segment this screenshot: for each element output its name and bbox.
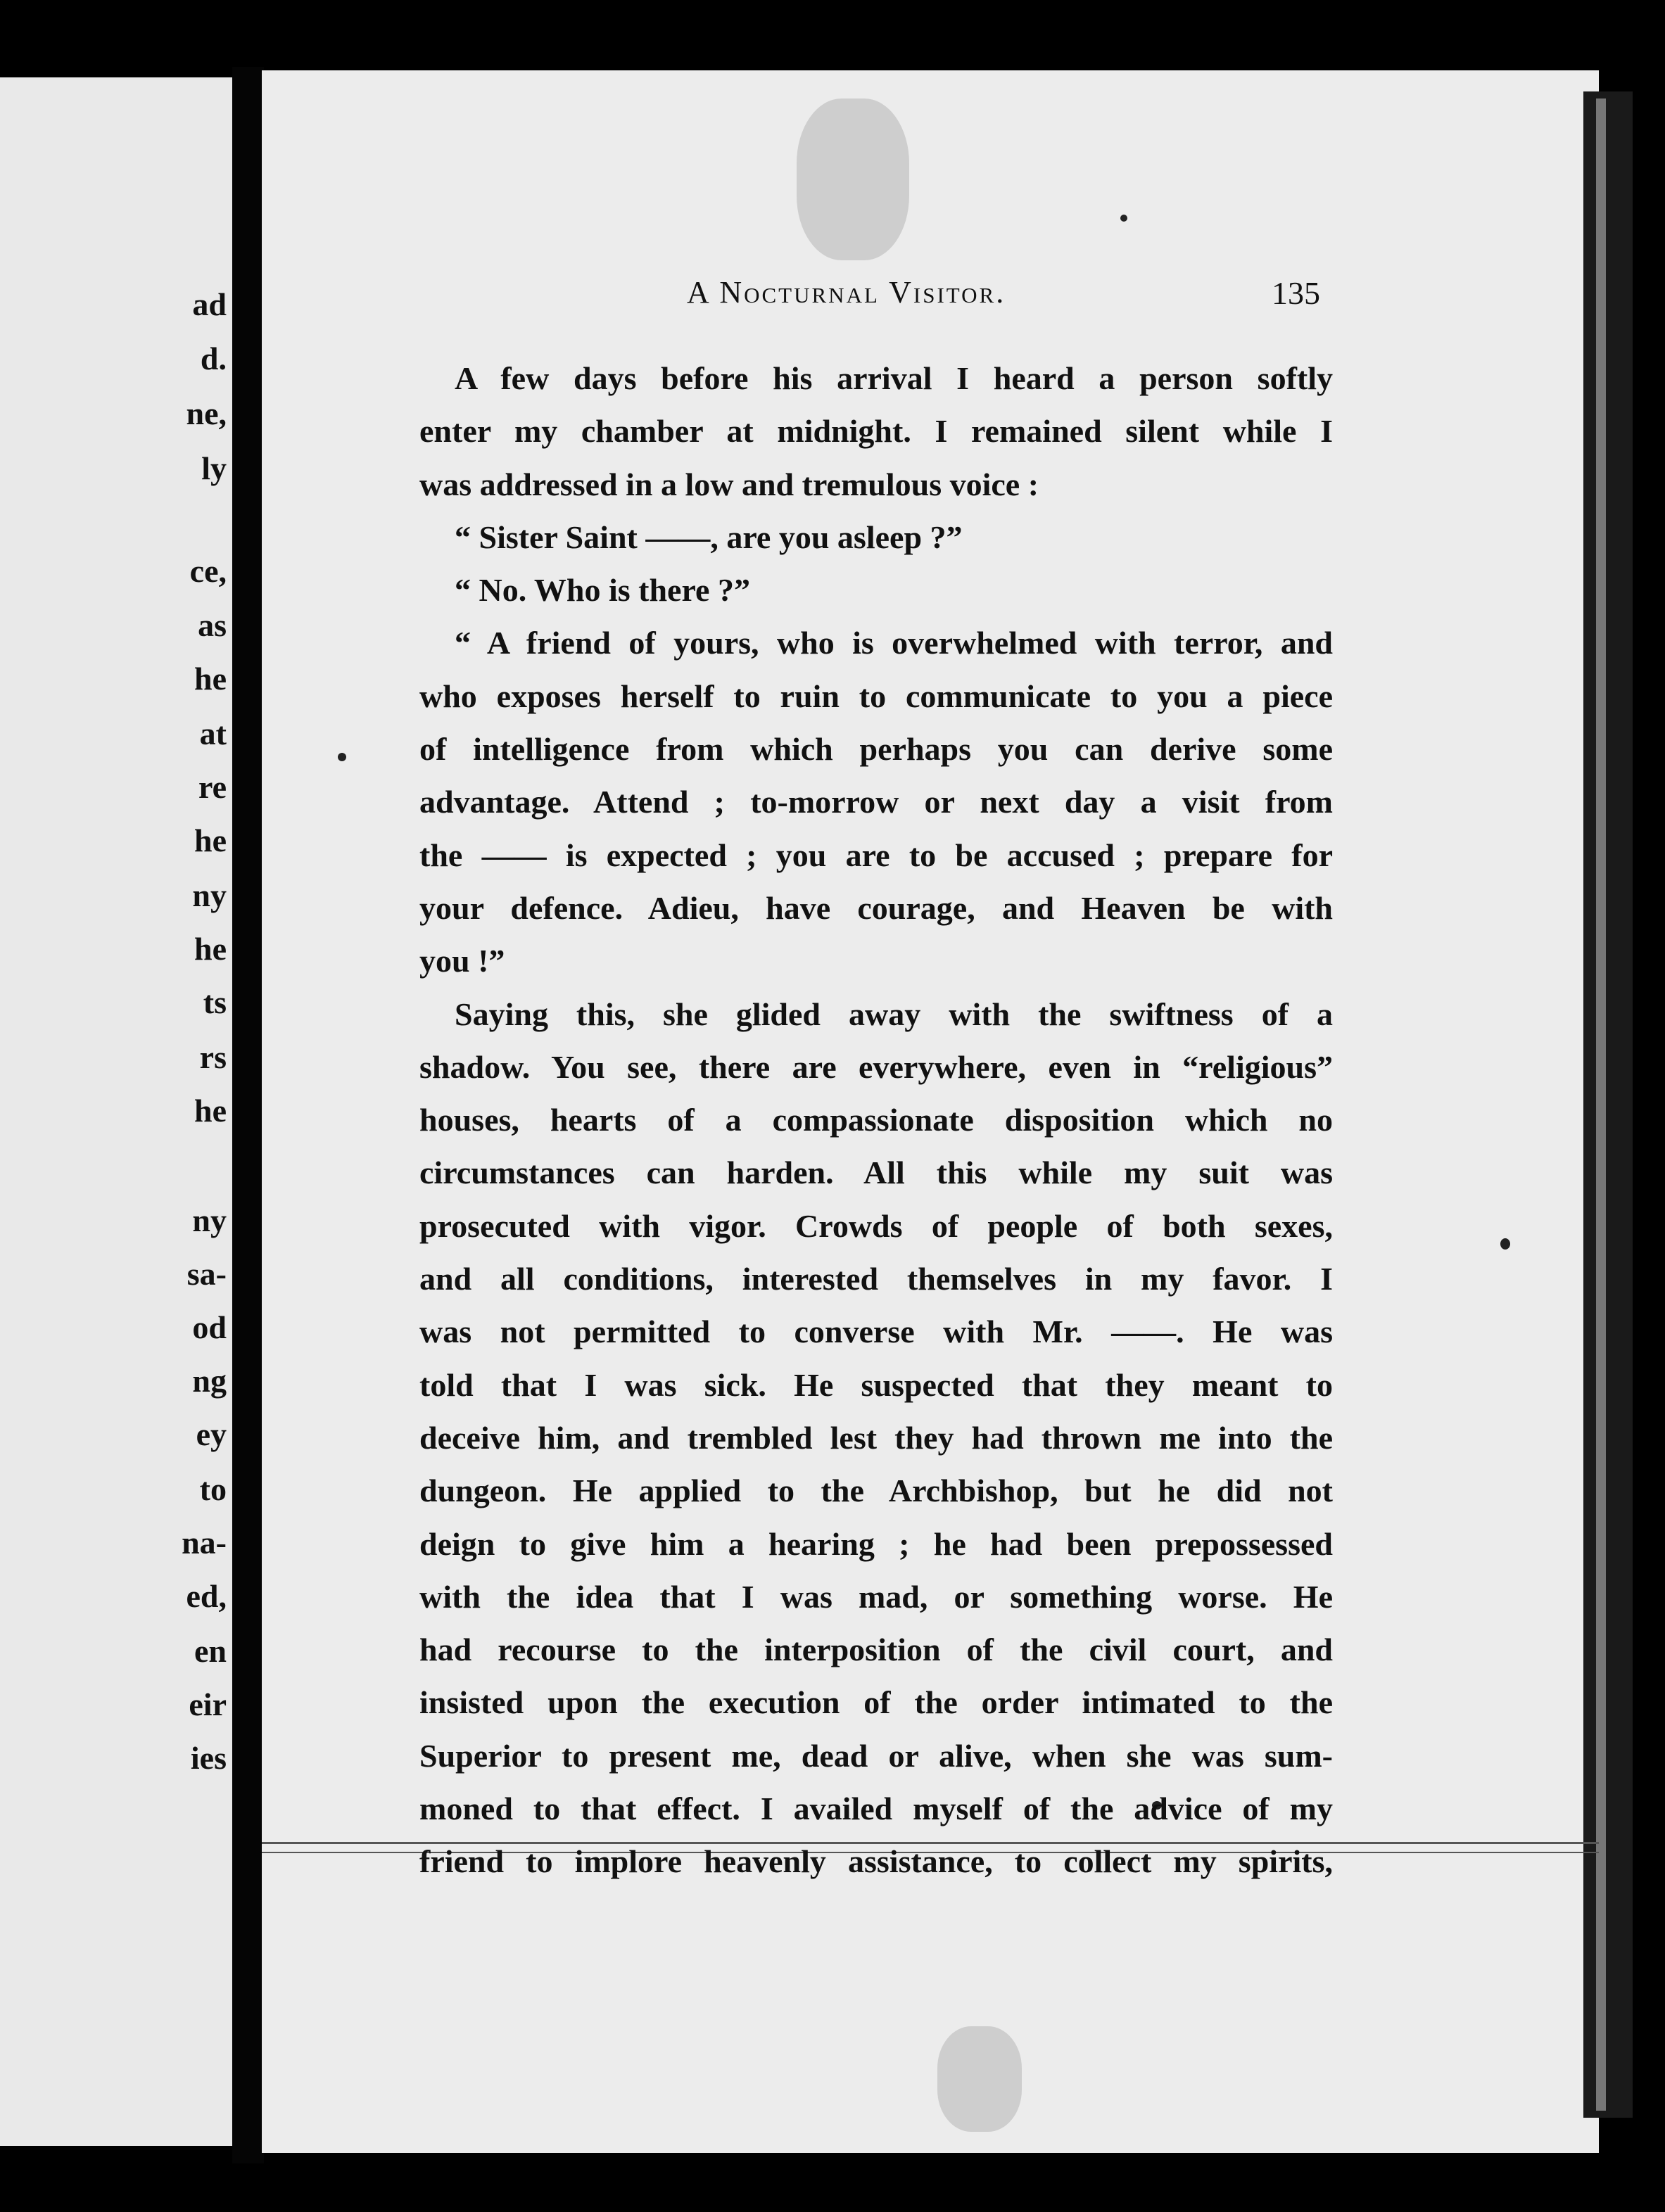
text-line: A few days before his arrival I heard a person softly (455, 360, 1333, 396)
text-line: had recourse to the interposition of the civil court, and (419, 1632, 1333, 1668)
left-page-fragment: ed, (186, 1578, 227, 1614)
left-page-fragment: at (199, 716, 227, 751)
text-line: friend to implore heavenly assistance, to collect my spirits, (419, 1843, 1333, 1880)
text-line: insisted upon the execution of the order intimated to the (419, 1684, 1333, 1721)
left-page-fragment: he (194, 661, 227, 697)
left-page-fragment: he (194, 1093, 227, 1129)
text-line: was addressed in a low and tremulous voice : (419, 466, 1039, 502)
running-title: A Nocturnal Visitor. (687, 275, 1006, 310)
left-page-fragment: to (199, 1471, 227, 1507)
text-line: told that I was sick. He suspected that they meant to (419, 1366, 1333, 1403)
book-gutter (232, 67, 264, 2163)
left-page-fragment: d. (200, 341, 227, 376)
text-line: circumstances can harden. All this while my suit was (419, 1155, 1333, 1191)
left-page-fragment: ey (196, 1416, 227, 1452)
left-page-fragment: na- (182, 1525, 227, 1561)
text-line: who exposes herself to ruin to communicate to you a piece (419, 678, 1333, 714)
scan-speck (1500, 1238, 1510, 1250)
text-line: shadow. You see, there are everywhere, even in “religious” (419, 1048, 1333, 1085)
left-page-fragment: od (192, 1309, 227, 1345)
left-page-fragment: en (194, 1633, 227, 1669)
text-line: was not permitted to converse with Mr. ——. He was (419, 1314, 1333, 1350)
text-line: “ No. Who is there ?” (455, 572, 750, 609)
running-header (419, 274, 1334, 324)
next-page-edge (1583, 91, 1633, 2118)
text-line: advantage. Attend ; to-morrow or next day a visit from (419, 784, 1333, 820)
text-line: “ A friend of yours, who is overwhelmed with terror, and (455, 625, 1333, 661)
left-page-fragment: ny (192, 877, 227, 913)
left-page-fragment: ts (203, 984, 227, 1020)
left-page-fragment: he (194, 822, 227, 858)
scan-speck (338, 753, 346, 761)
text-line: houses, hearts of a compassionate disposition which no (419, 1102, 1333, 1138)
left-page-fragment: ny (192, 1202, 227, 1238)
text-line: dungeon. He applied to the Archbishop, but he did not (419, 1473, 1333, 1509)
left-page-fragment: ng (192, 1363, 227, 1399)
text-line: moned to that effect. I availed myself of the advice of my (419, 1791, 1333, 1827)
left-page-fragment: as (198, 607, 227, 643)
text-line: prosecuted with vigor. Crowds of people of both sexes, (419, 1207, 1333, 1244)
left-page-fragment: re (198, 769, 227, 805)
text-line: and all conditions, interested themselves in my favor. I (419, 1261, 1333, 1297)
body-text (419, 352, 1333, 1888)
text-line: your defence. Adieu, have courage, and Heaven be with (419, 889, 1333, 926)
left-page-fragment: ce, (189, 553, 227, 589)
left-page-fragment: ies (190, 1740, 227, 1776)
text-line: enter my chamber at midnight. I remained silent while I (419, 413, 1333, 450)
text-line: deign to give him a hearing ; he had been prepossessed (419, 1525, 1333, 1562)
text-line: Saying this, she glided away with the swiftness of a (455, 996, 1333, 1032)
text-line: with the idea that I was mad, or something worse. He (419, 1578, 1333, 1615)
scan-smudge (937, 2026, 1022, 2132)
text-line: “ Sister Saint ——, are you asleep ?” (455, 519, 963, 555)
left-page-edge (0, 77, 232, 2146)
left-page-fragment: eir (189, 1686, 227, 1722)
text-line: you !” (419, 943, 505, 979)
text-line: Superior to present me, dead or alive, when she was sum- (419, 1737, 1333, 1774)
text-line: deceive him, and trembled lest they had thrown me into the (419, 1419, 1333, 1456)
next-page-edge-highlight (1596, 98, 1606, 2111)
left-page-fragment: ne, (186, 395, 227, 431)
text-line: of intelligence from which perhaps you can derive some (419, 731, 1333, 768)
scan-smudge (797, 98, 909, 260)
page-number: 135 (1272, 275, 1320, 311)
scan-speck (1120, 215, 1127, 222)
text-line: the —— is expected ; you are to be accused ; prepare for (419, 837, 1333, 873)
left-page-fragment: rs (199, 1039, 227, 1075)
left-page-fragment: ad (192, 286, 227, 322)
left-page-fragment: ly (201, 450, 227, 486)
left-page-fragment: sa- (186, 1256, 227, 1292)
left-page-fragment: he (194, 931, 227, 967)
